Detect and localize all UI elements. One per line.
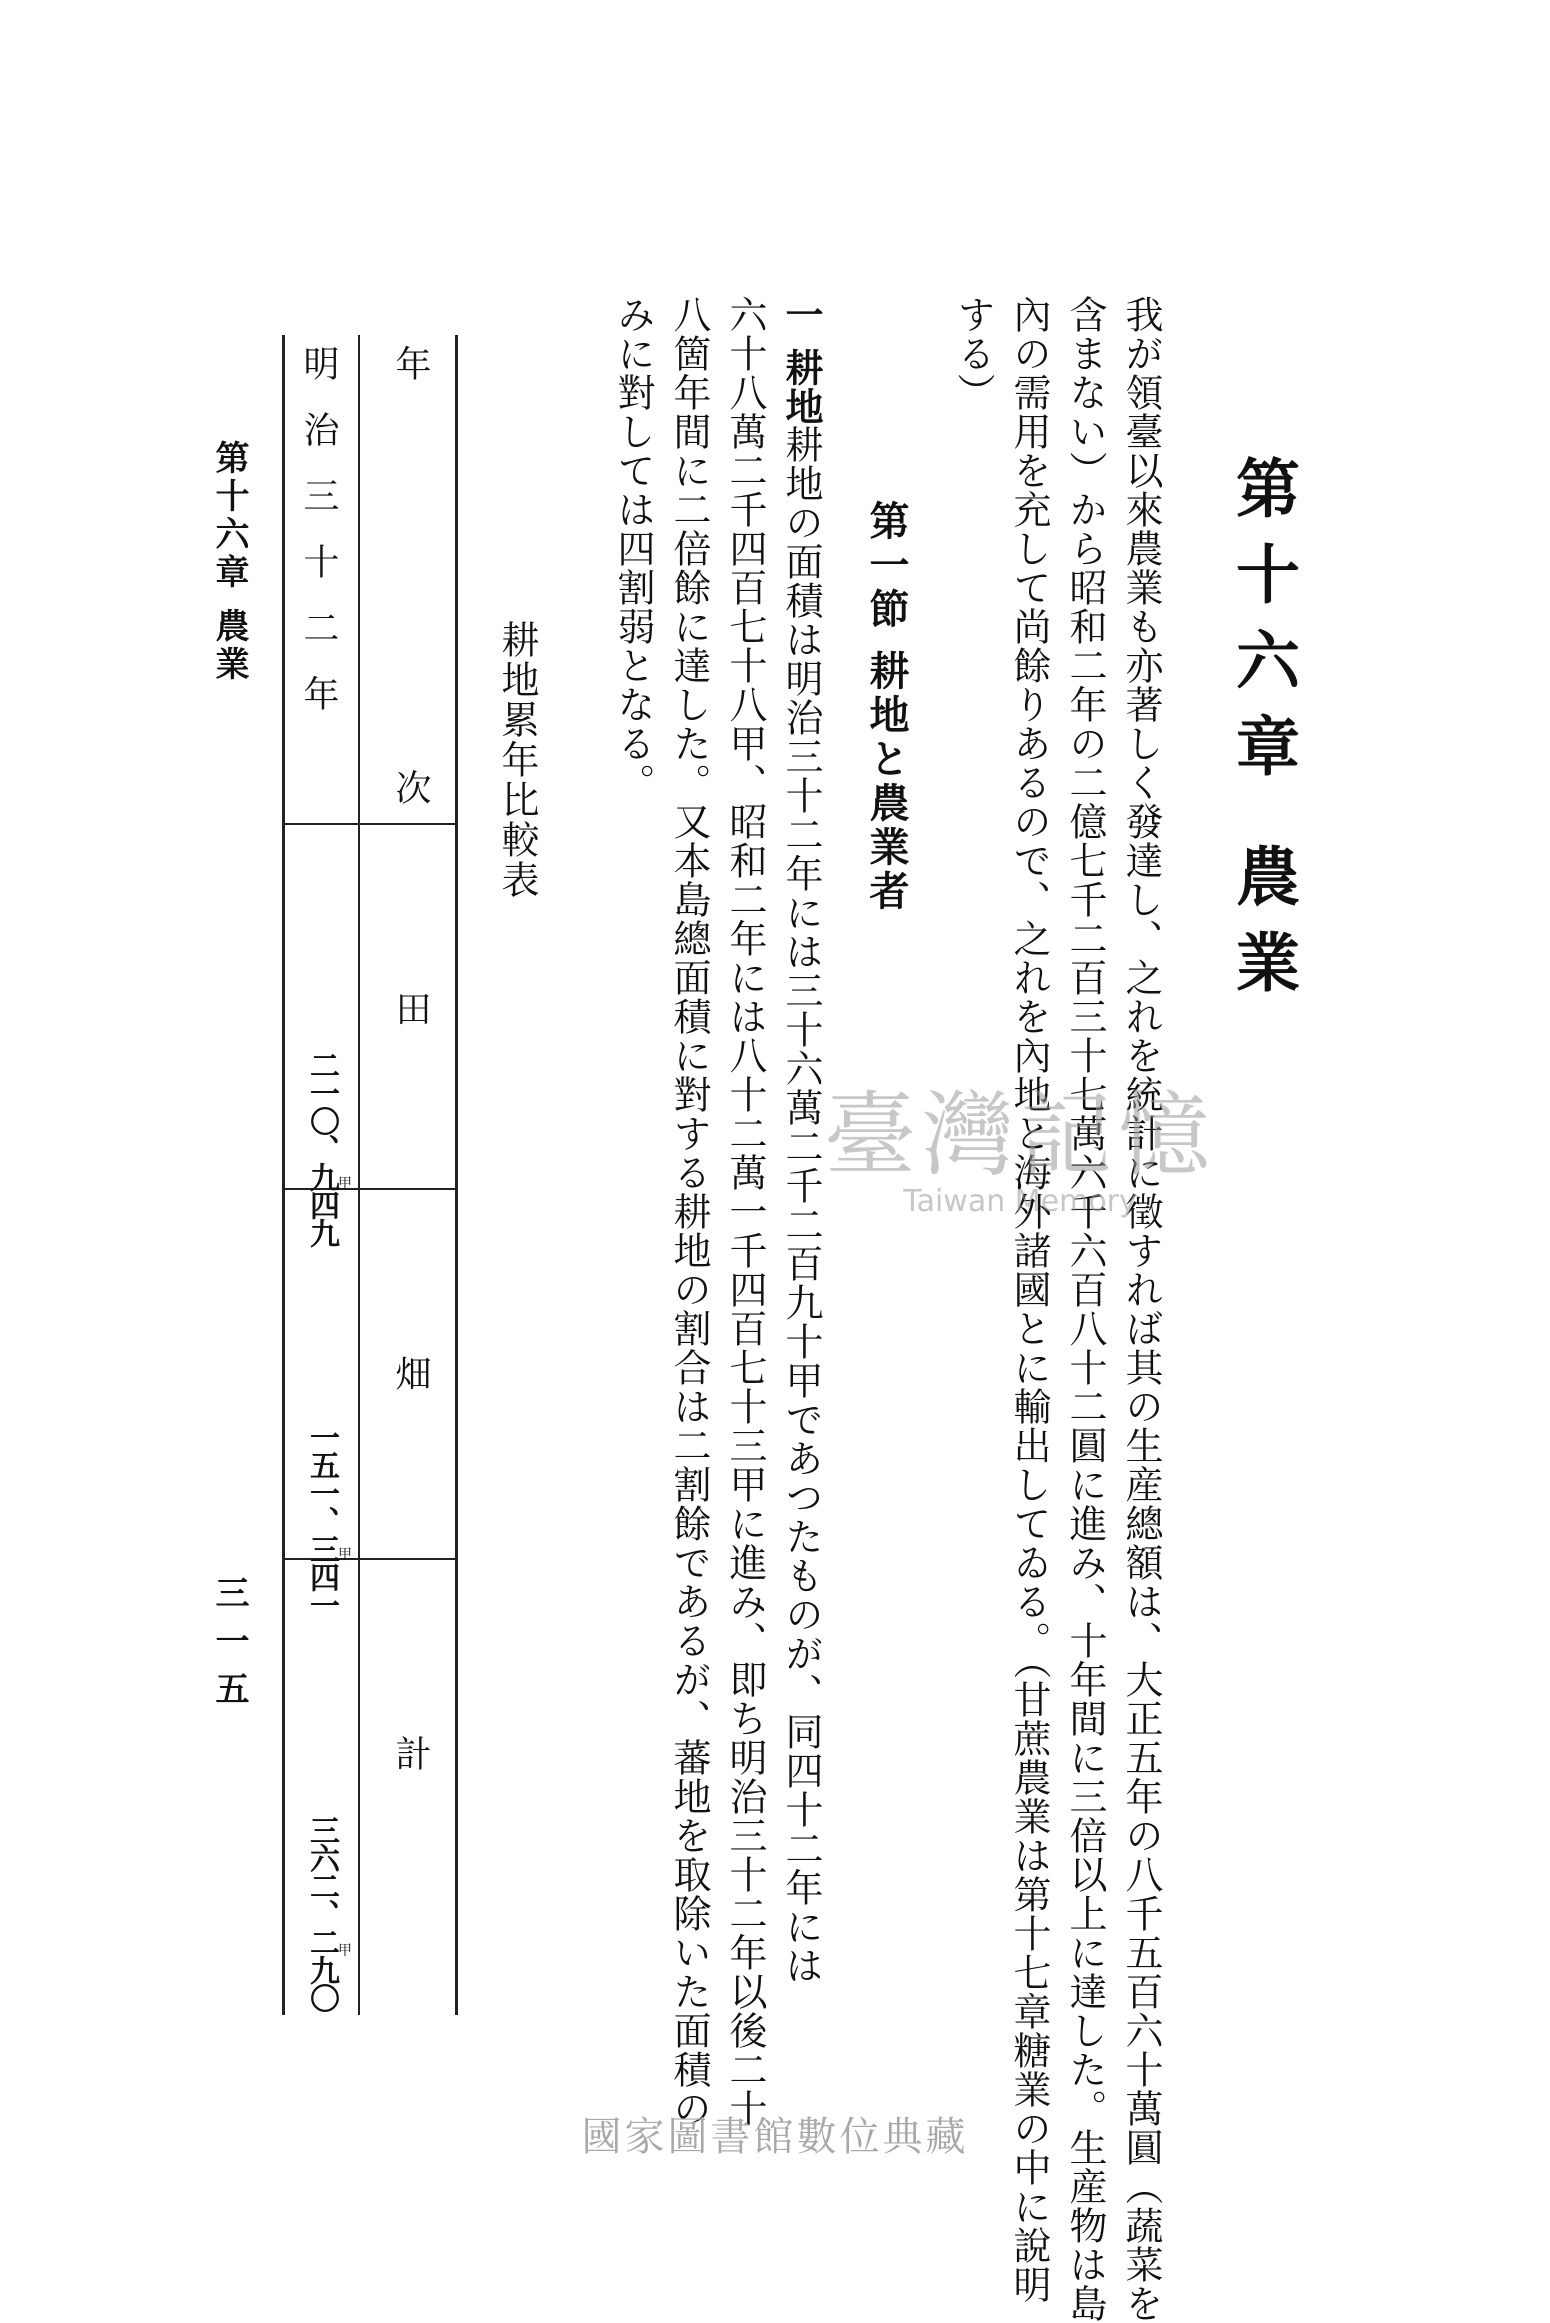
paragraph-line-2: 六十八萬二千四百七十八甲、昭和二年には八十二萬一千四百七十三甲に進み、即ち明治三十二年以後二十 xyxy=(723,295,767,2128)
table-bottom-rule xyxy=(282,335,285,2015)
intro-line-4: する） xyxy=(951,295,995,412)
running-head: 第十六章 農業 xyxy=(209,440,249,684)
unit-dry: 甲 xyxy=(338,1547,352,1563)
unit-total: 甲 xyxy=(338,1943,352,1959)
header-year: 年次 xyxy=(390,345,431,805)
unit-paddy: 甲 xyxy=(338,1176,352,1192)
page-number: 三一五 xyxy=(209,1575,249,1719)
footer-credit: 國家圖書館數位典藏 xyxy=(581,2114,969,2160)
header-divider xyxy=(358,335,360,2015)
col-divider-1 xyxy=(282,823,457,825)
header-total: 計 xyxy=(390,1735,431,1771)
cell-dry: 一五一、三四一 xyxy=(304,1422,339,1618)
paragraph-line-3: 八箇年間に二倍餘に達した。又本島總面積に對する耕地の割合は二割餘であるが、蕃地を取除いた面積の xyxy=(667,295,711,2128)
cell-year: 明治三十二年 xyxy=(298,345,339,741)
intro-line-2: 含まない）から昭和二年の二億七千二百三十七萬六千六百八十二圓に進み、十年間に三倍以上に達した。生産物は島 xyxy=(1063,295,1107,2323)
paragraph-line-1: 耕地の面積は明治三十二年には三十六萬二千二百九十甲であつたものが、同四十二年には xyxy=(779,425,823,1985)
intro-line-1: 我が領臺以來農業も亦著しく發達し、之れを統計に徵すれば其の生産總額は、大正五年の八千五百六十萬圓（蔬菜を xyxy=(1119,295,1163,2323)
table-caption: 耕地累年比較表 xyxy=(495,620,539,900)
cell-paddy: 二一〇、九四九 xyxy=(304,1050,339,1246)
chapter-title: 第十六章 農業 xyxy=(1225,455,1299,1016)
header-dry: 畑 xyxy=(390,1355,431,1391)
cell-total: 三六二、二九〇 xyxy=(304,1815,339,2011)
section-title: 第一節 耕地と農業者 xyxy=(863,500,909,914)
watermark-subtitle: Taiwan Memory xyxy=(903,1184,1137,1219)
paragraph-line-4: みに對しては四割弱となる。 xyxy=(611,295,655,802)
table-top-rule xyxy=(455,335,458,2015)
watermark-title: 臺灣記憶 xyxy=(823,1082,1216,1189)
header-paddy: 田 xyxy=(390,990,431,1026)
subsection-heading: 一 耕地 xyxy=(779,295,823,427)
intro-line-3: 內の需用を充して尚餘りあるので、之れを內地と海外諸國とに輸出してゐる。（甘蔗農業は第十七章糖業の中に說明 xyxy=(1007,295,1051,2304)
